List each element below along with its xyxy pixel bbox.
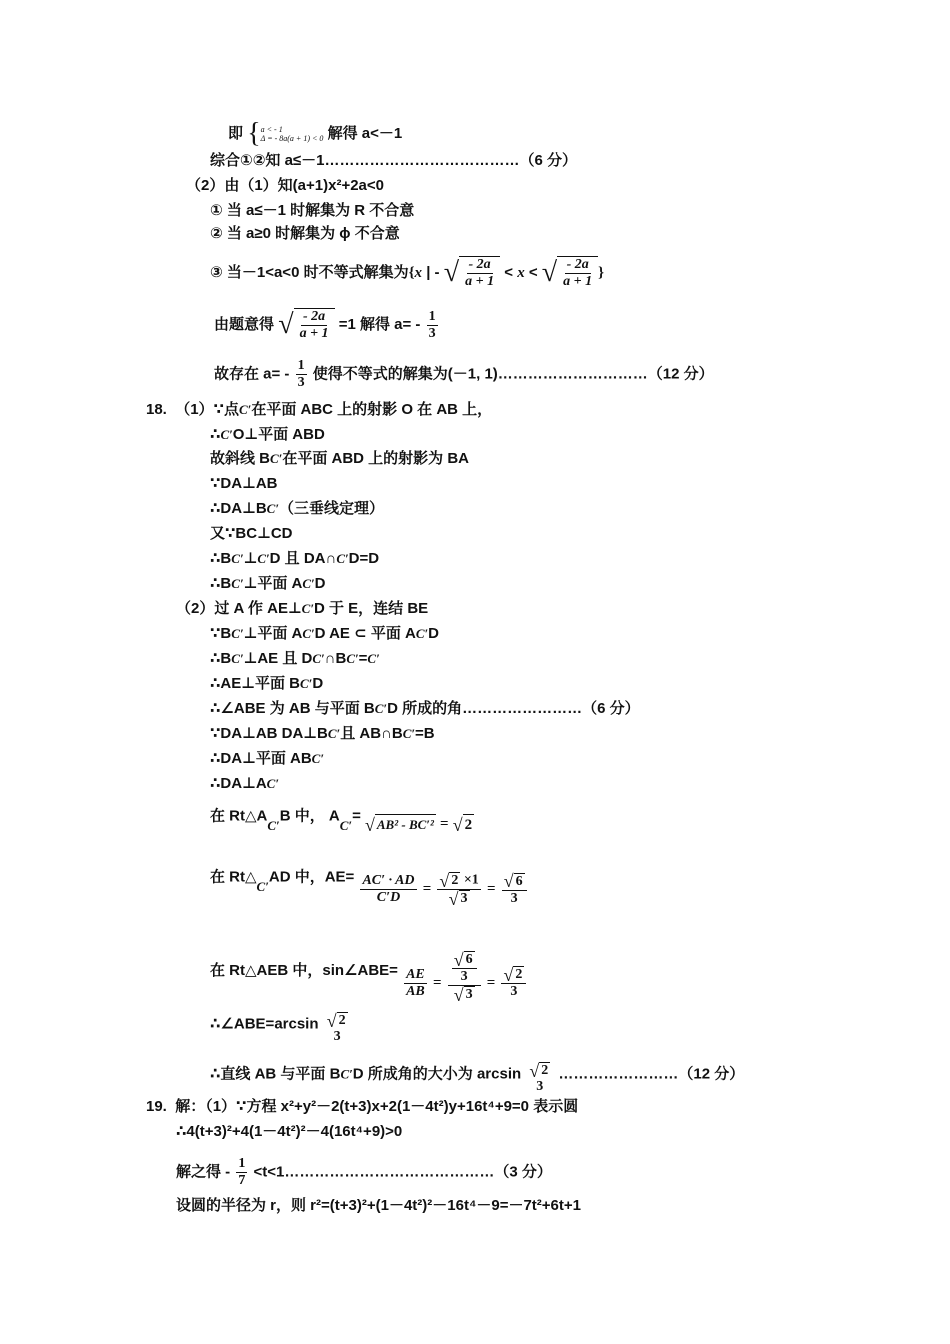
step-formula xyxy=(210,806,474,835)
question-19 xyxy=(146,1097,578,1117)
denominator: 3 xyxy=(428,325,436,341)
question-18 xyxy=(146,400,492,420)
step xyxy=(210,749,324,769)
text: 在 Rt△AEB 中，sin∠ABE= xyxy=(210,961,398,979)
step xyxy=(210,674,323,694)
sqrt-expr: √ $\frac{- 2a}{a + 1}$ xyxy=(278,308,334,342)
text: < xyxy=(504,263,514,281)
c-prime: C′ xyxy=(367,651,380,666)
c-prime: C′ xyxy=(402,726,416,741)
c-prime: C′ xyxy=(256,879,269,895)
text: D AE ⊂ 平面 A xyxy=(314,625,416,642)
text: ⊥ xyxy=(243,550,258,567)
text: 使得不等式的解集为(－1, 1)…………………………（12 分） xyxy=(312,365,714,383)
denominator: 3 xyxy=(510,890,518,906)
radicand: 2 xyxy=(338,1013,346,1028)
text: ∴DA⊥A xyxy=(210,775,267,792)
c-prime: C′ xyxy=(302,626,315,641)
text: B 中， xyxy=(279,807,325,825)
text: < xyxy=(528,263,538,281)
step-formula: 在 Rt△C′AD 中，AE= $\frac{AC' \cdot AD}{C'D}$ = √ 2 ×1 √ 3 = √ 6 3 xyxy=(210,860,529,895)
numerator: 1 xyxy=(238,1156,246,1171)
text: A xyxy=(328,807,340,825)
text: 在 Rt△ xyxy=(210,868,257,886)
text: ∴直线 AB 与平面 B xyxy=(210,1065,341,1083)
text: <t<1……………………………………（3 分） xyxy=(253,1163,552,1181)
c-prime: C′ xyxy=(231,651,244,666)
case-2: ② 当 a≥0 时解集为 ϕ 不合意 xyxy=(210,225,400,242)
step-formula: 在 Rt△AEB 中，sin∠ABE= $\frac{AE}{AB}$ = √ 6 3 √ 3 = √ 2 3 xyxy=(210,945,528,997)
c-prime: C′ xyxy=(339,818,353,834)
question-number: 18. xyxy=(146,401,167,418)
numerator: 1 xyxy=(428,308,436,324)
c-prime: C′ xyxy=(266,501,279,516)
c-prime: C′ xyxy=(312,651,325,666)
text: （三垂线定理） xyxy=(278,500,384,517)
denominator: 3 xyxy=(333,1029,341,1044)
equals: = xyxy=(422,881,432,898)
text: 且 AB∩B xyxy=(340,725,403,742)
step-formula: ∴直线 AB 与平面 BC′D 所成角的大小为 arcsin √ 2 3 ……………………（12 分） xyxy=(210,1060,745,1094)
c-prime: C′ xyxy=(266,776,279,791)
numerator: 1 xyxy=(297,358,305,373)
text: ⊥平面 A xyxy=(243,575,303,592)
step-formula: ∴∠ABE=arcsin √ 2 3 xyxy=(210,1010,346,1044)
text: ∩B xyxy=(324,650,347,667)
denominator: C′D xyxy=(376,890,401,905)
denominator: 3 xyxy=(297,375,305,390)
step: ∴4(t+3)²+4(1－4t²)²－4(16t⁴+9)>0 xyxy=(176,1123,403,1140)
step: ∵DA⊥AB xyxy=(210,475,278,492)
text: =B xyxy=(415,725,435,742)
c-prime: C′ xyxy=(302,576,315,591)
text: 在平面 ABD 上的射影为 BA xyxy=(282,450,470,467)
step xyxy=(210,724,435,744)
text: ……………………（12 分） xyxy=(558,1065,745,1083)
denominator: 3 xyxy=(460,969,468,984)
equals: = xyxy=(440,816,449,833)
c-prime: C′ xyxy=(231,576,244,591)
text: ∴B xyxy=(210,575,232,592)
step xyxy=(210,574,326,594)
step xyxy=(210,774,279,794)
text: = xyxy=(358,650,368,667)
radicand: 2 xyxy=(451,873,459,888)
case-3 xyxy=(210,256,604,290)
part-2-intro: （2）由（1）知(a+1)x²+2a<0 xyxy=(186,177,385,194)
c-prime: C′ xyxy=(301,601,314,616)
var-x: x xyxy=(414,264,423,281)
c-prime: C′ xyxy=(231,626,244,641)
text: O⊥平面 ABD xyxy=(232,426,325,443)
denominator: AB xyxy=(406,983,425,999)
c-prime: C′ xyxy=(415,626,429,641)
c-prime: C′ xyxy=(300,676,313,691)
text: ③ 当－1<a<0 时不等式解集为 xyxy=(210,263,409,281)
condition-line xyxy=(214,308,440,342)
text: ∴B xyxy=(210,550,232,567)
c-prime: C′ xyxy=(340,1066,353,1082)
text: D xyxy=(312,675,324,692)
numerator: - 2a xyxy=(302,309,326,324)
radicand: 3 xyxy=(465,987,473,1002)
c-prime: C′ xyxy=(238,402,252,417)
text: ∴DA⊥B xyxy=(210,500,267,517)
brace-system: { a < - 1 Δ = - 8a(a + 1) < 0 xyxy=(247,118,324,150)
step xyxy=(210,549,379,569)
text: AD 中，AE= xyxy=(268,868,355,886)
numerator: AC′ · AD xyxy=(362,873,415,888)
text: ∵B xyxy=(210,625,232,642)
condition-1: a < - 1 xyxy=(260,125,283,135)
step xyxy=(210,499,384,519)
equals: = xyxy=(486,974,496,991)
text: D 所成角的大小为 arcsin xyxy=(352,1065,522,1083)
denominator: a + 1 xyxy=(299,326,329,341)
text: （2）过 A 作 AE⊥ xyxy=(176,600,302,617)
case-1: ① 当 a≤－1 时解集为 R 不合意 xyxy=(210,202,415,219)
system-line xyxy=(228,118,403,150)
denominator: 7 xyxy=(238,1173,246,1188)
text: =1 解得 a= - xyxy=(338,315,421,333)
radicand: 2 xyxy=(463,814,475,835)
var-x: x xyxy=(517,264,525,281)
numerator: - 2a xyxy=(468,257,491,272)
radicand: 2 xyxy=(541,1063,549,1078)
equals: = xyxy=(432,974,442,991)
text: D 于 E，连结 BE xyxy=(314,600,429,617)
sqrt-expr: √ $\frac{- 2a}{a + 1}$ xyxy=(444,256,500,290)
text: = xyxy=(352,807,361,825)
text: （1）∵点 xyxy=(175,401,239,418)
step xyxy=(210,649,380,669)
text: 由题意得 xyxy=(214,315,275,333)
text: 在平面 ABC 上的射影 O 在 AB 上， xyxy=(251,401,493,418)
c-prime: C′ xyxy=(257,551,270,566)
brace: { xyxy=(408,264,415,281)
numerator: - 2a xyxy=(566,257,589,272)
text: D=D xyxy=(348,550,380,567)
c-prime: C′ xyxy=(346,651,359,666)
c-prime: C′ xyxy=(311,751,324,766)
text: ⊥AE 且 D xyxy=(243,650,313,667)
conclusion-line xyxy=(214,358,714,391)
text: ⊥平面 A xyxy=(243,625,303,642)
radicand: 6 xyxy=(515,873,523,889)
text: D xyxy=(314,575,326,592)
c-prime: C′ xyxy=(231,551,244,566)
step xyxy=(210,699,640,719)
step xyxy=(210,449,469,469)
step xyxy=(176,599,428,619)
text: 在 Rt△A xyxy=(210,807,268,825)
brace: } xyxy=(598,264,605,281)
c-prime: C′ xyxy=(374,701,388,716)
text: 故斜线 B xyxy=(210,450,271,467)
step xyxy=(210,624,439,644)
question-number: 19. xyxy=(146,1098,167,1115)
text: ∴ xyxy=(210,426,221,443)
sqrt-2: √ 2 xyxy=(452,814,473,835)
text: ∵DA⊥AB DA⊥B xyxy=(210,725,328,742)
c-prime: C′ xyxy=(220,427,233,442)
text: ∴AE⊥平面 B xyxy=(210,675,300,692)
equals: = xyxy=(486,881,496,898)
radicand: 3 xyxy=(460,891,468,906)
denominator: a + 1 xyxy=(563,274,593,289)
text: ∴DA⊥平面 AB xyxy=(210,750,312,767)
text: 解：（1）∵方程 x²+y²－2(t+3)x+2(1－4t²)y+16t⁴+9=0 表示圆 xyxy=(175,1098,579,1115)
text: 故存在 a= - xyxy=(214,365,290,383)
radicand: AB² - BC′² xyxy=(375,814,436,835)
radicand: 6 xyxy=(465,952,473,967)
text: 解得 a<－1 xyxy=(327,125,403,142)
step xyxy=(210,425,325,445)
sqrt-expr: √ AB² - BC′² xyxy=(365,814,434,835)
text: ∴∠ABE 为 AB 与平面 B xyxy=(210,700,375,717)
text: 即 xyxy=(228,125,244,142)
step: 设圆的半径为 r，则 r²=(t+3)²+(1－4t²)²－16t⁴－9=－7t²+6t+1 xyxy=(176,1197,582,1214)
text: ×1 xyxy=(460,872,479,888)
step-formula xyxy=(176,1156,552,1189)
c-prime: C′ xyxy=(327,726,341,741)
radicand: 2 xyxy=(515,967,523,982)
text: D 所成的角……………………（6 分） xyxy=(387,700,640,717)
text: | - xyxy=(426,263,440,281)
denominator: 3 xyxy=(536,1079,544,1094)
text: D 且 DA∩ xyxy=(269,550,337,567)
denominator: a + 1 xyxy=(465,274,495,289)
text: 解之得 - xyxy=(176,1163,231,1181)
c-prime: C′ xyxy=(336,551,349,566)
condition-2: Δ = - 8a(a + 1) < 0 xyxy=(260,134,324,144)
sqrt-expr: √ $\frac{- 2a}{a + 1}$ xyxy=(542,256,598,290)
text: ∴B xyxy=(210,650,232,667)
summary-line: 综合①②知 a≤－1…………………………………（6 分） xyxy=(210,152,577,169)
text: D xyxy=(428,625,440,642)
text: ∴∠ABE=arcsin xyxy=(210,1015,319,1033)
step: 又∵BC⊥CD xyxy=(210,525,293,542)
c-prime: C′ xyxy=(270,451,283,466)
denominator: 3 xyxy=(510,984,518,999)
numerator: AE xyxy=(406,966,425,982)
c-prime: C′ xyxy=(267,818,280,834)
